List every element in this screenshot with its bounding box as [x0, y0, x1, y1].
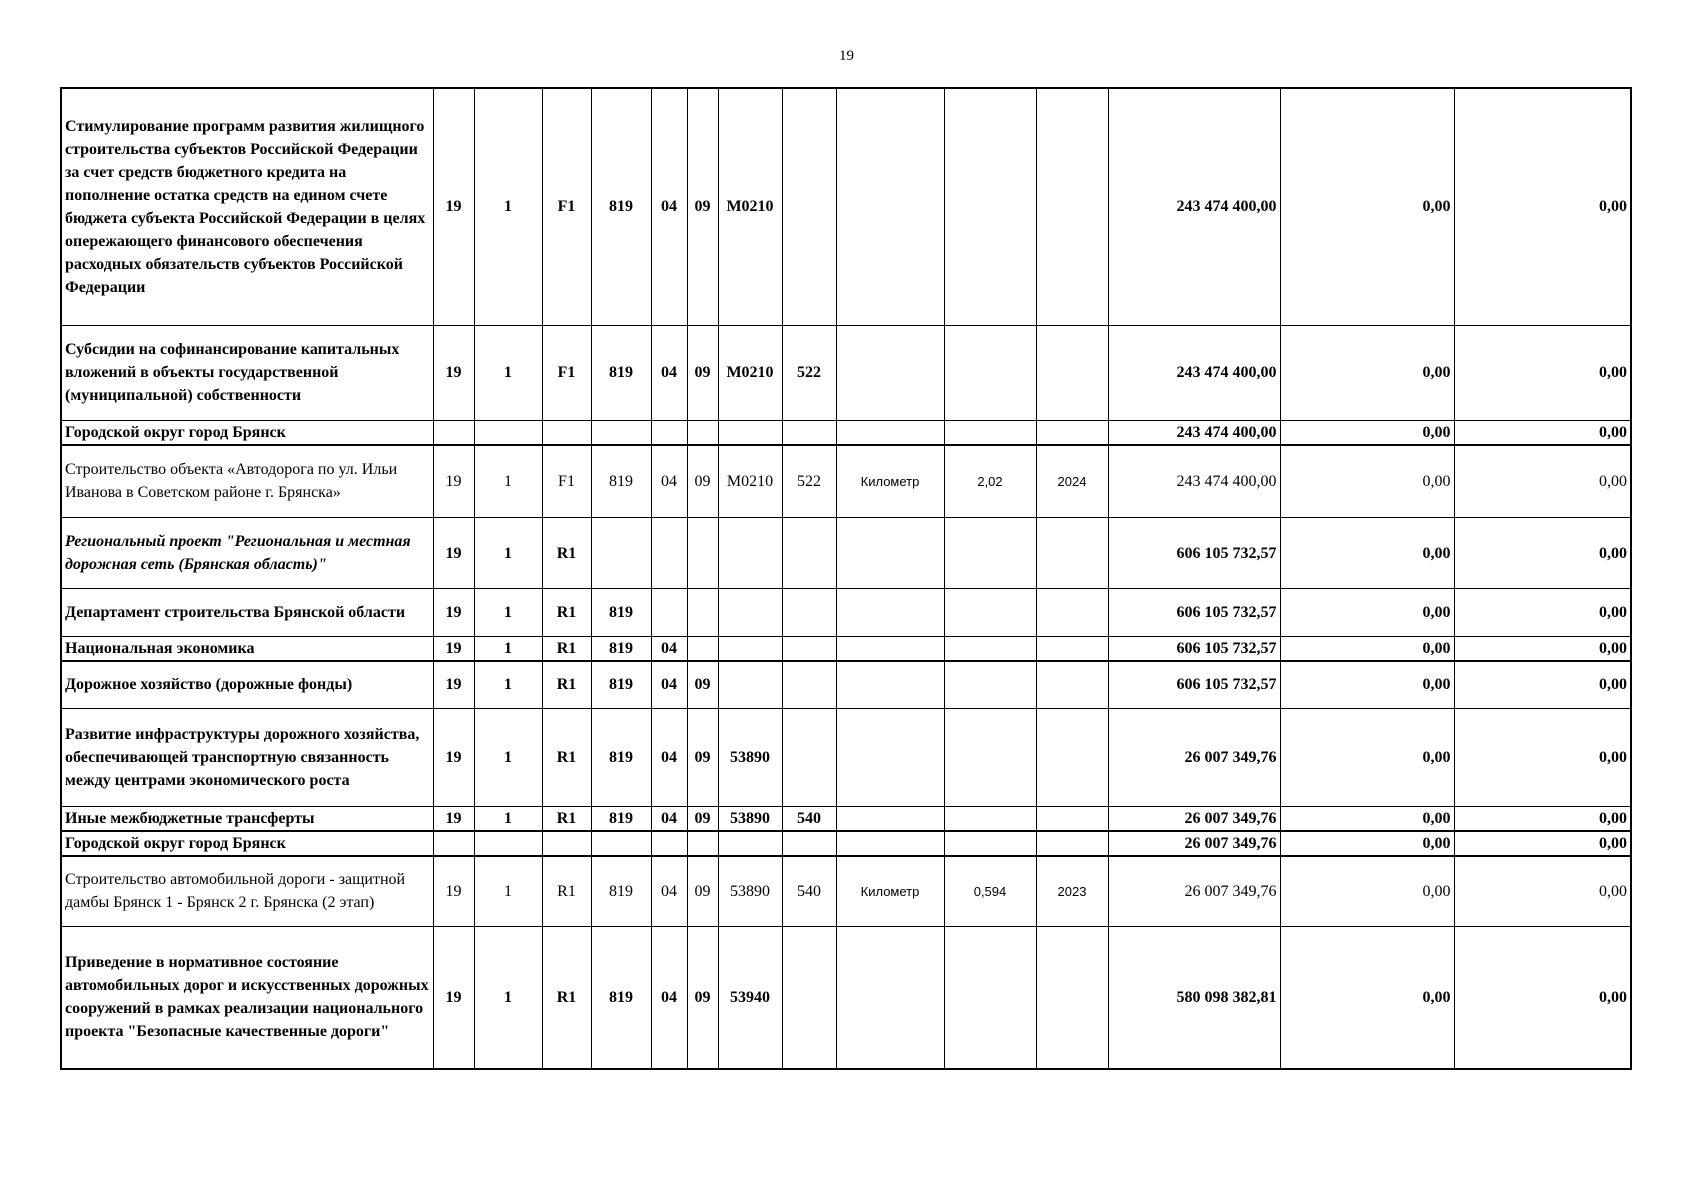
amount-year-1: 580 098 382,81 [1108, 927, 1280, 1069]
table-row [61, 88, 1631, 325]
row-name: Департамент строительства Брянской области [61, 589, 433, 637]
capacity-value [944, 661, 1036, 708]
program-code: 19 [433, 325, 474, 420]
row-name: Строительство объекта «Автодорога по ул. Ильи Иванова в Советском районе г. Брянска» [61, 445, 433, 518]
amount-year-2: 0,00 [1280, 708, 1454, 806]
target-article-code: М0210 [718, 325, 782, 420]
amount-year-3: 0,00 [1454, 806, 1631, 831]
amount-year-2: 0,00 [1280, 518, 1454, 589]
section-code: 04 [651, 806, 687, 831]
subsection-code [687, 831, 718, 856]
subprogram-code: 1 [474, 637, 542, 662]
amount-year-1: 243 474 400,00 [1108, 445, 1280, 518]
target-article-code [718, 518, 782, 589]
project-code [542, 420, 591, 445]
subprogram-code [474, 831, 542, 856]
measure-unit [836, 831, 944, 856]
commissioning-year: 2024 [1036, 445, 1108, 518]
section-code: 04 [651, 325, 687, 420]
program-code: 19 [433, 856, 474, 927]
expense-type-code: 540 [782, 856, 836, 927]
program-code: 19 [433, 589, 474, 637]
measure-unit [836, 708, 944, 806]
expense-type-code [782, 637, 836, 662]
project-code: R1 [542, 518, 591, 589]
subsection-code: 09 [687, 927, 718, 1069]
table-row [61, 637, 1631, 662]
table-row [61, 661, 1631, 708]
target-article-code [718, 420, 782, 445]
ministry-code: 819 [591, 589, 651, 637]
subprogram-code: 1 [474, 661, 542, 708]
table-row [61, 708, 1631, 806]
table-row [61, 856, 1631, 927]
target-article-code: 53890 [718, 856, 782, 927]
measure-unit [836, 88, 944, 325]
amount-year-2: 0,00 [1280, 420, 1454, 445]
subprogram-code [474, 420, 542, 445]
project-code: R1 [542, 856, 591, 927]
subsection-code [687, 420, 718, 445]
capacity-value [944, 325, 1036, 420]
expense-type-code [782, 927, 836, 1069]
expense-type-code [782, 88, 836, 325]
measure-unit [836, 589, 944, 637]
commissioning-year [1036, 518, 1108, 589]
amount-year-3: 0,00 [1454, 518, 1631, 589]
program-code: 19 [433, 88, 474, 325]
table-row [61, 420, 1631, 445]
project-code: R1 [542, 637, 591, 662]
amount-year-1: 243 474 400,00 [1108, 420, 1280, 445]
amount-year-2: 0,00 [1280, 856, 1454, 927]
subsection-code: 09 [687, 325, 718, 420]
amount-year-2: 0,00 [1280, 589, 1454, 637]
measure-unit [836, 661, 944, 708]
commissioning-year [1036, 661, 1108, 708]
commissioning-year [1036, 589, 1108, 637]
amount-year-2: 0,00 [1280, 806, 1454, 831]
ministry-code: 819 [591, 637, 651, 662]
measure-unit [836, 325, 944, 420]
amount-year-1: 26 007 349,76 [1108, 708, 1280, 806]
commissioning-year [1036, 637, 1108, 662]
expense-type-code: 522 [782, 325, 836, 420]
amount-year-1: 26 007 349,76 [1108, 806, 1280, 831]
amount-year-2: 0,00 [1280, 88, 1454, 325]
subsection-code: 09 [687, 88, 718, 325]
table-row [61, 325, 1631, 420]
program-code: 19 [433, 518, 474, 589]
project-code: R1 [542, 589, 591, 637]
target-article-code [718, 831, 782, 856]
measure-unit [836, 420, 944, 445]
capacity-value [944, 589, 1036, 637]
amount-year-2: 0,00 [1280, 927, 1454, 1069]
expense-type-code [782, 661, 836, 708]
project-code [542, 831, 591, 856]
table-row [61, 927, 1631, 1069]
row-name: Строительство автомобильной дороги - защитной дамбы Брянск 1 - Брянск 2 г. Брянска (2 этап) [61, 856, 433, 927]
subsection-code [687, 637, 718, 662]
capacity-value [944, 637, 1036, 662]
target-article-code [718, 637, 782, 662]
amount-year-1: 26 007 349,76 [1108, 856, 1280, 927]
measure-unit [836, 806, 944, 831]
amount-year-1: 606 105 732,57 [1108, 518, 1280, 589]
amount-year-1: 243 474 400,00 [1108, 325, 1280, 420]
section-code: 04 [651, 445, 687, 518]
capacity-value: 2,02 [944, 445, 1036, 518]
ministry-code: 819 [591, 88, 651, 325]
table-row [61, 589, 1631, 637]
ministry-code: 819 [591, 927, 651, 1069]
program-code: 19 [433, 806, 474, 831]
row-name: Дорожное хозяйство (дорожные фонды) [61, 661, 433, 708]
expense-type-code [782, 518, 836, 589]
subprogram-code: 1 [474, 927, 542, 1069]
ministry-code: 819 [591, 708, 651, 806]
row-name: Городской округ город Брянск [61, 831, 433, 856]
amount-year-3: 0,00 [1454, 708, 1631, 806]
project-code: F1 [542, 325, 591, 420]
ministry-code: 819 [591, 661, 651, 708]
amount-year-1: 606 105 732,57 [1108, 661, 1280, 708]
amount-year-1: 606 105 732,57 [1108, 637, 1280, 662]
amount-year-3: 0,00 [1454, 420, 1631, 445]
row-name: Развитие инфраструктуры дорожного хозяйства, обеспечивающей транспортную связанность между центрами экономического роста [61, 708, 433, 806]
target-article-code [718, 661, 782, 708]
subsection-code [687, 589, 718, 637]
table-row [61, 806, 1631, 831]
project-code: R1 [542, 806, 591, 831]
measure-unit [836, 927, 944, 1069]
commissioning-year [1036, 420, 1108, 445]
subprogram-code: 1 [474, 856, 542, 927]
table-row [61, 518, 1631, 589]
commissioning-year [1036, 88, 1108, 325]
project-code: F1 [542, 88, 591, 325]
expense-type-code [782, 831, 836, 856]
section-code: 04 [651, 637, 687, 662]
subsection-code: 09 [687, 806, 718, 831]
subprogram-code: 1 [474, 445, 542, 518]
measure-unit [836, 637, 944, 662]
amount-year-1: 606 105 732,57 [1108, 589, 1280, 637]
capacity-value: 0,594 [944, 856, 1036, 927]
amount-year-3: 0,00 [1454, 637, 1631, 662]
amount-year-3: 0,00 [1454, 325, 1631, 420]
program-code: 19 [433, 661, 474, 708]
expense-type-code [782, 589, 836, 637]
commissioning-year [1036, 806, 1108, 831]
target-article-code: М0210 [718, 88, 782, 325]
subsection-code: 09 [687, 856, 718, 927]
capacity-value [944, 831, 1036, 856]
target-article-code: М0210 [718, 445, 782, 518]
amount-year-3: 0,00 [1454, 445, 1631, 518]
program-code: 19 [433, 927, 474, 1069]
subprogram-code: 1 [474, 88, 542, 325]
capacity-value [944, 708, 1036, 806]
expense-type-code [782, 708, 836, 806]
program-code: 19 [433, 637, 474, 662]
commissioning-year [1036, 708, 1108, 806]
section-code: 04 [651, 927, 687, 1069]
ministry-code: 819 [591, 856, 651, 927]
expense-type-code: 540 [782, 806, 836, 831]
ministry-code: 819 [591, 325, 651, 420]
row-name: Стимулирование программ развития жилищного строительства субъектов Российской Федерации за счет средств бюджетного кредита на пополнение остатка средств на едином счете бюджета субъекта Российской Федерации в целях опережающего финансового обеспечения расходных обязательств субъектов Российской Федерации [61, 88, 433, 325]
commissioning-year [1036, 927, 1108, 1069]
row-name: Городской округ город Брянск [61, 420, 433, 445]
section-code: 04 [651, 856, 687, 927]
measure-unit: Километр [836, 445, 944, 518]
program-code [433, 420, 474, 445]
subsection-code: 09 [687, 708, 718, 806]
amount-year-2: 0,00 [1280, 637, 1454, 662]
amount-year-2: 0,00 [1280, 325, 1454, 420]
amount-year-1: 26 007 349,76 [1108, 831, 1280, 856]
section-code [651, 518, 687, 589]
section-code: 04 [651, 661, 687, 708]
amount-year-3: 0,00 [1454, 88, 1631, 325]
section-code [651, 589, 687, 637]
project-code: R1 [542, 661, 591, 708]
table-row [61, 831, 1631, 856]
subsection-code [687, 518, 718, 589]
amount-year-2: 0,00 [1280, 661, 1454, 708]
ministry-code: 819 [591, 445, 651, 518]
ministry-code: 819 [591, 806, 651, 831]
subprogram-code: 1 [474, 589, 542, 637]
amount-year-3: 0,00 [1454, 661, 1631, 708]
commissioning-year [1036, 831, 1108, 856]
subsection-code: 09 [687, 445, 718, 518]
program-code [433, 831, 474, 856]
capacity-value [944, 927, 1036, 1069]
section-code [651, 420, 687, 445]
budget-table [60, 87, 1632, 1070]
amount-year-1: 243 474 400,00 [1108, 88, 1280, 325]
subprogram-code: 1 [474, 518, 542, 589]
amount-year-2: 0,00 [1280, 445, 1454, 518]
page-number: 19 [839, 48, 854, 64]
table-row [61, 445, 1631, 518]
target-article-code [718, 589, 782, 637]
subsection-code: 09 [687, 661, 718, 708]
measure-unit [836, 518, 944, 589]
subprogram-code: 1 [474, 325, 542, 420]
target-article-code: 53940 [718, 927, 782, 1069]
target-article-code: 53890 [718, 708, 782, 806]
capacity-value [944, 518, 1036, 589]
commissioning-year [1036, 325, 1108, 420]
program-code: 19 [433, 708, 474, 806]
amount-year-3: 0,00 [1454, 831, 1631, 856]
ministry-code [591, 831, 651, 856]
amount-year-3: 0,00 [1454, 856, 1631, 927]
row-name: Иные межбюджетные трансферты [61, 806, 433, 831]
project-code: R1 [542, 708, 591, 806]
target-article-code: 53890 [718, 806, 782, 831]
subprogram-code: 1 [474, 806, 542, 831]
row-name: Субсидии на софинансирование капитальных вложений в объекты государственной (муниципальной) собственности [61, 325, 433, 420]
ministry-code [591, 420, 651, 445]
section-code: 04 [651, 708, 687, 806]
expense-type-code [782, 420, 836, 445]
ministry-code [591, 518, 651, 589]
capacity-value [944, 806, 1036, 831]
project-code: R1 [542, 927, 591, 1069]
capacity-value [944, 420, 1036, 445]
amount-year-3: 0,00 [1454, 589, 1631, 637]
row-name: Национальная экономика [61, 637, 433, 662]
measure-unit: Километр [836, 856, 944, 927]
subprogram-code: 1 [474, 708, 542, 806]
project-code: F1 [542, 445, 591, 518]
row-name: Приведение в нормативное состояние автомобильных дорог и искусственных дорожных сооружений в рамках реализации национального проекта "Безопасные качественные дороги" [61, 927, 433, 1069]
commissioning-year: 2023 [1036, 856, 1108, 927]
expense-type-code: 522 [782, 445, 836, 518]
capacity-value [944, 88, 1036, 325]
program-code: 19 [433, 445, 474, 518]
amount-year-2: 0,00 [1280, 831, 1454, 856]
row-name: Региональный проект "Региональная и местная дорожная сеть (Брянская область)" [61, 518, 433, 589]
section-code [651, 831, 687, 856]
section-code: 04 [651, 88, 687, 325]
amount-year-3: 0,00 [1454, 927, 1631, 1069]
